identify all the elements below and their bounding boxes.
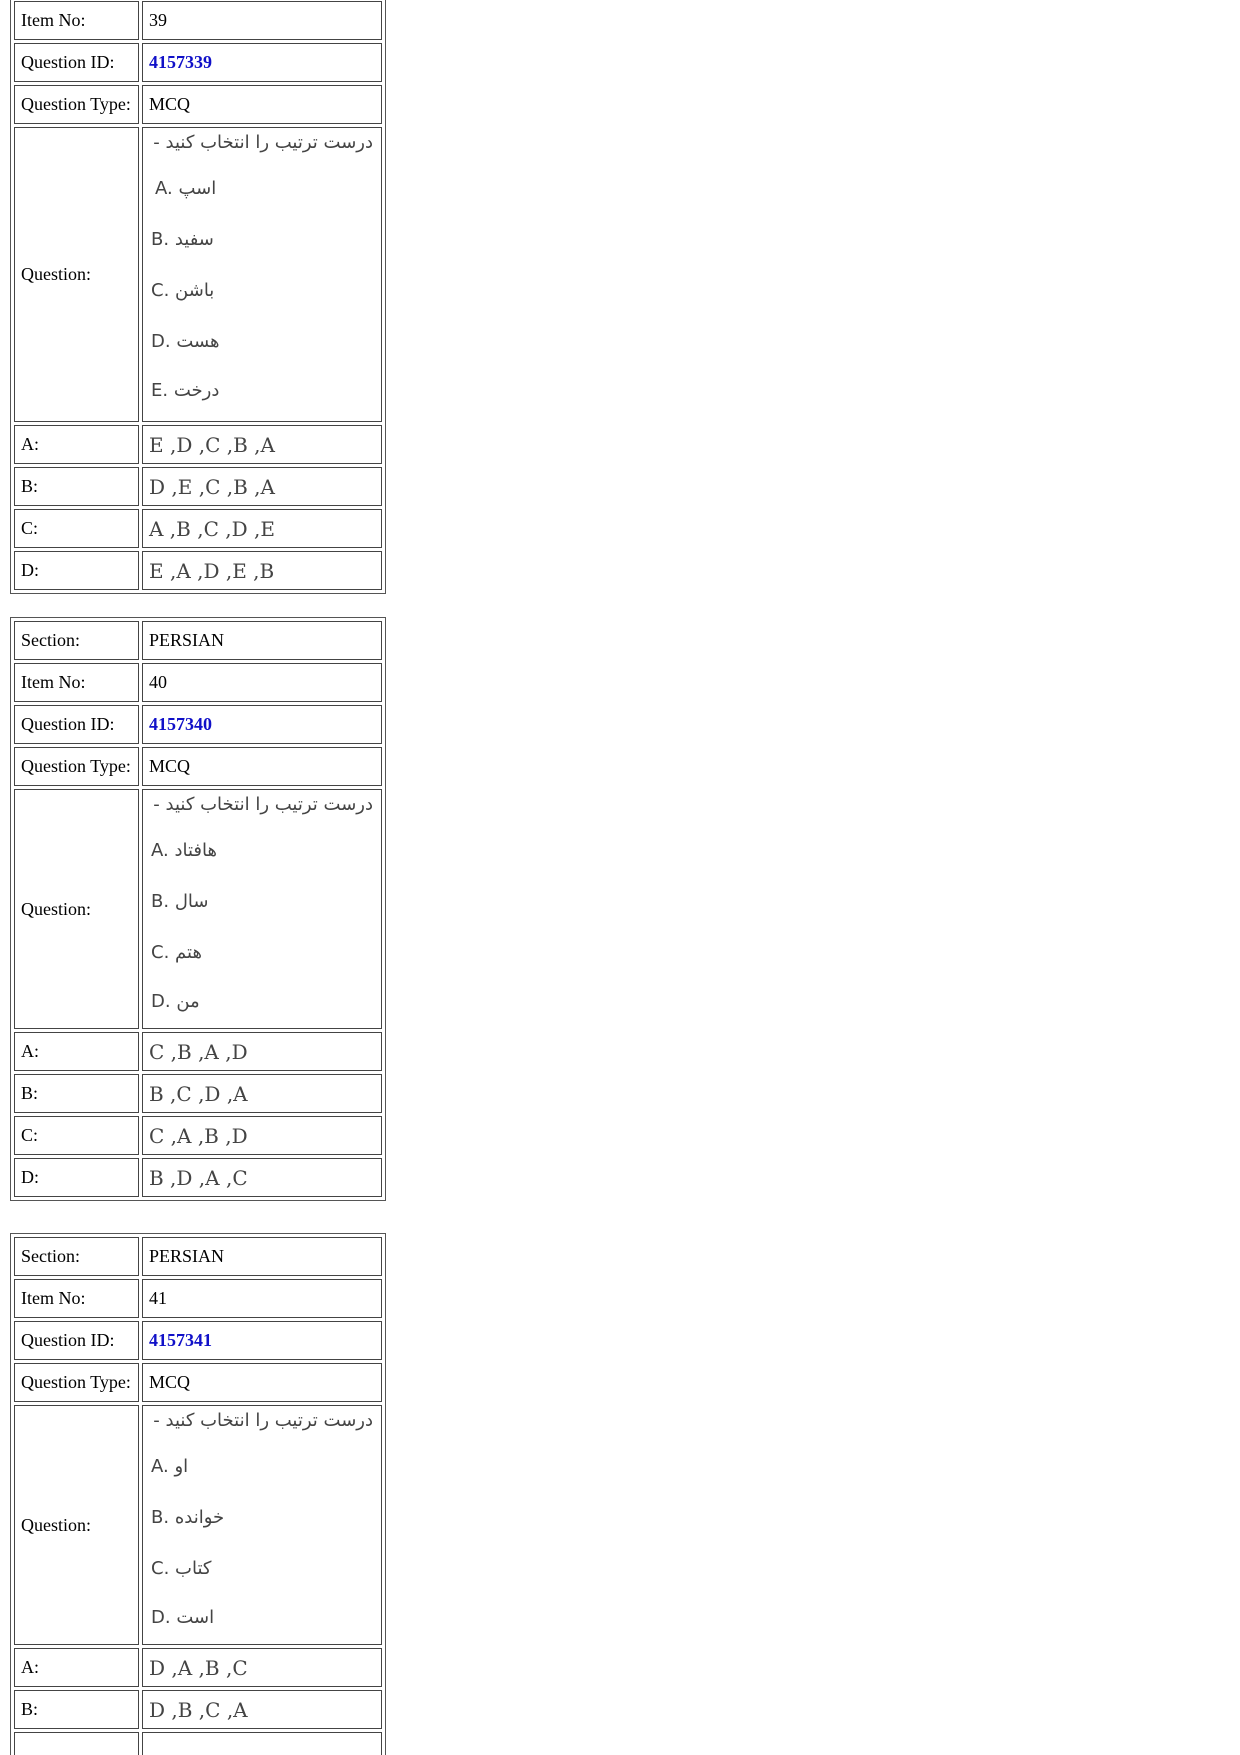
answer-a-value: C ,B ,A ,D xyxy=(142,1032,382,1071)
answer-b-value: D ,B ,C ,A xyxy=(142,1690,382,1729)
question-id-row xyxy=(14,43,382,82)
answer-b-row xyxy=(14,1690,382,1729)
option-a xyxy=(151,825,217,876)
section-value: PERSIAN xyxy=(142,1237,382,1276)
answer-d-value: E ,A ,D ,E ,B xyxy=(142,551,382,590)
question-id-label: Question ID: xyxy=(14,1321,139,1360)
option-a-text: اسپ xyxy=(178,178,217,199)
answer-c-label-partial xyxy=(14,1732,139,1755)
answer-d-label: D: xyxy=(14,551,139,590)
question-id-value: 4157341 xyxy=(142,1321,382,1360)
option-c-tag: C. xyxy=(151,942,170,963)
answer-a-value: E ,D ,C ,B ,A xyxy=(142,425,382,464)
answer-a-label: A: xyxy=(14,425,139,464)
option-d-text: است xyxy=(176,1606,215,1628)
option-d-text: من xyxy=(176,990,200,1012)
option-a-tag: A. xyxy=(151,840,169,861)
question-block-41 xyxy=(10,1233,386,1755)
option-c-text: باشن xyxy=(175,280,215,301)
option-c xyxy=(151,265,214,316)
question-row xyxy=(14,1405,382,1645)
option-d-tag: D. xyxy=(151,1606,171,1628)
option-a xyxy=(151,1441,188,1492)
answer-a-value: D ,A ,B ,C xyxy=(142,1648,382,1687)
question-row xyxy=(14,127,382,422)
option-b xyxy=(151,1492,224,1543)
question-label: Question: xyxy=(14,789,139,1029)
item-no-value: 40 xyxy=(142,663,382,702)
option-b-tag: B. xyxy=(151,1507,170,1528)
item-no-row xyxy=(14,1,382,40)
question-id-row xyxy=(14,705,382,744)
option-b-tag: B. xyxy=(151,891,170,912)
answer-a-row xyxy=(14,425,382,464)
option-b-text: سفید xyxy=(174,229,214,250)
question-content xyxy=(142,789,382,1029)
option-b-tag: B. xyxy=(151,229,170,250)
question-type-label: Question Type: xyxy=(14,1363,139,1402)
option-c-tag: C. xyxy=(151,280,170,301)
question-content xyxy=(142,1405,382,1645)
question-type-row xyxy=(14,1363,382,1402)
answer-d-label: D: xyxy=(14,1158,139,1197)
answer-c-value-partial xyxy=(142,1732,382,1755)
answer-d-value: B ,D ,A ,C xyxy=(142,1158,382,1197)
option-c-tag: C. xyxy=(151,1558,170,1579)
question-type-label: Question Type: xyxy=(14,85,139,124)
answer-c-value: A ,B ,C ,D ,E xyxy=(142,509,382,548)
answer-b-value: D ,E ,C ,B ,A xyxy=(142,467,382,506)
question-type-value: MCQ xyxy=(142,747,382,786)
item-no-value: 39 xyxy=(142,1,382,40)
option-a-text: هافتاد xyxy=(174,840,217,861)
question-stem: درست ترتیب را انتخاب کنید - xyxy=(153,132,373,153)
answer-a-label: A: xyxy=(14,1032,139,1071)
option-e-text: درخت xyxy=(173,379,220,401)
option-c-text: هتم xyxy=(175,942,202,963)
option-c xyxy=(151,927,202,978)
option-b xyxy=(151,214,214,265)
question-label: Question: xyxy=(14,1405,139,1645)
answer-d-row xyxy=(14,551,382,590)
section-label: Section: xyxy=(14,1237,139,1276)
section-value: PERSIAN xyxy=(142,621,382,660)
question-stem: درست ترتیب را انتخاب کنید - xyxy=(153,1410,373,1431)
option-d-tag: D. xyxy=(151,990,171,1012)
question-id-row xyxy=(14,1321,382,1360)
item-no-label: Item No: xyxy=(14,1279,139,1318)
option-b-text: خوانده xyxy=(174,1507,225,1528)
answer-c-row xyxy=(14,1116,382,1155)
answer-c-label: C: xyxy=(14,1116,139,1155)
option-a-tag: A. xyxy=(155,178,173,199)
option-b-text: سال xyxy=(174,891,209,912)
question-id-value: 4157340 xyxy=(142,705,382,744)
option-a-tag: A. xyxy=(151,1456,169,1477)
question-id-value: 4157339 xyxy=(142,43,382,82)
answer-c-row-partial xyxy=(14,1732,382,1755)
answer-a-label: A: xyxy=(14,1648,139,1687)
question-type-value: MCQ xyxy=(142,85,382,124)
answer-b-value: B ,C ,D ,A xyxy=(142,1074,382,1113)
answer-b-label: B: xyxy=(14,1690,139,1729)
option-e-tag: E. xyxy=(151,379,169,401)
section-row xyxy=(14,1237,382,1276)
question-type-row xyxy=(14,747,382,786)
item-no-label: Item No: xyxy=(14,1,139,40)
option-d xyxy=(151,316,220,367)
question-stem: درست ترتیب را انتخاب کنید - xyxy=(153,794,373,815)
answer-b-row xyxy=(14,1074,382,1113)
answer-b-label: B: xyxy=(14,467,139,506)
item-no-label: Item No: xyxy=(14,663,139,702)
option-d xyxy=(151,1594,214,1640)
section-label: Section: xyxy=(14,621,139,660)
option-d xyxy=(151,978,200,1024)
question-content xyxy=(142,127,382,422)
item-no-value: 41 xyxy=(142,1279,382,1318)
option-b xyxy=(151,876,208,927)
option-e xyxy=(151,367,219,413)
answer-b-label: B: xyxy=(14,1074,139,1113)
answer-c-value: C ,A ,B ,D xyxy=(142,1116,382,1155)
option-a-text: او xyxy=(174,1456,189,1477)
question-id-label: Question ID: xyxy=(14,705,139,744)
option-c-text: کتاب xyxy=(175,1558,212,1579)
question-block-40 xyxy=(10,617,386,1201)
option-a xyxy=(151,163,216,214)
section-row xyxy=(14,621,382,660)
option-c xyxy=(151,1543,211,1594)
question-block-39 xyxy=(10,0,386,594)
answer-c-label: C: xyxy=(14,509,139,548)
answer-a-row xyxy=(14,1032,382,1071)
answer-c-row xyxy=(14,509,382,548)
question-row xyxy=(14,789,382,1029)
question-type-value: MCQ xyxy=(142,1363,382,1402)
option-d-tag: D. xyxy=(151,331,171,352)
answer-b-row xyxy=(14,467,382,506)
question-type-label: Question Type: xyxy=(14,747,139,786)
question-type-row xyxy=(14,85,382,124)
answer-d-row xyxy=(14,1158,382,1197)
question-label: Question: xyxy=(14,127,139,422)
option-d-text: هست xyxy=(176,331,220,352)
answer-a-row xyxy=(14,1648,382,1687)
item-no-row xyxy=(14,1279,382,1318)
question-id-label: Question ID: xyxy=(14,43,139,82)
item-no-row xyxy=(14,663,382,702)
